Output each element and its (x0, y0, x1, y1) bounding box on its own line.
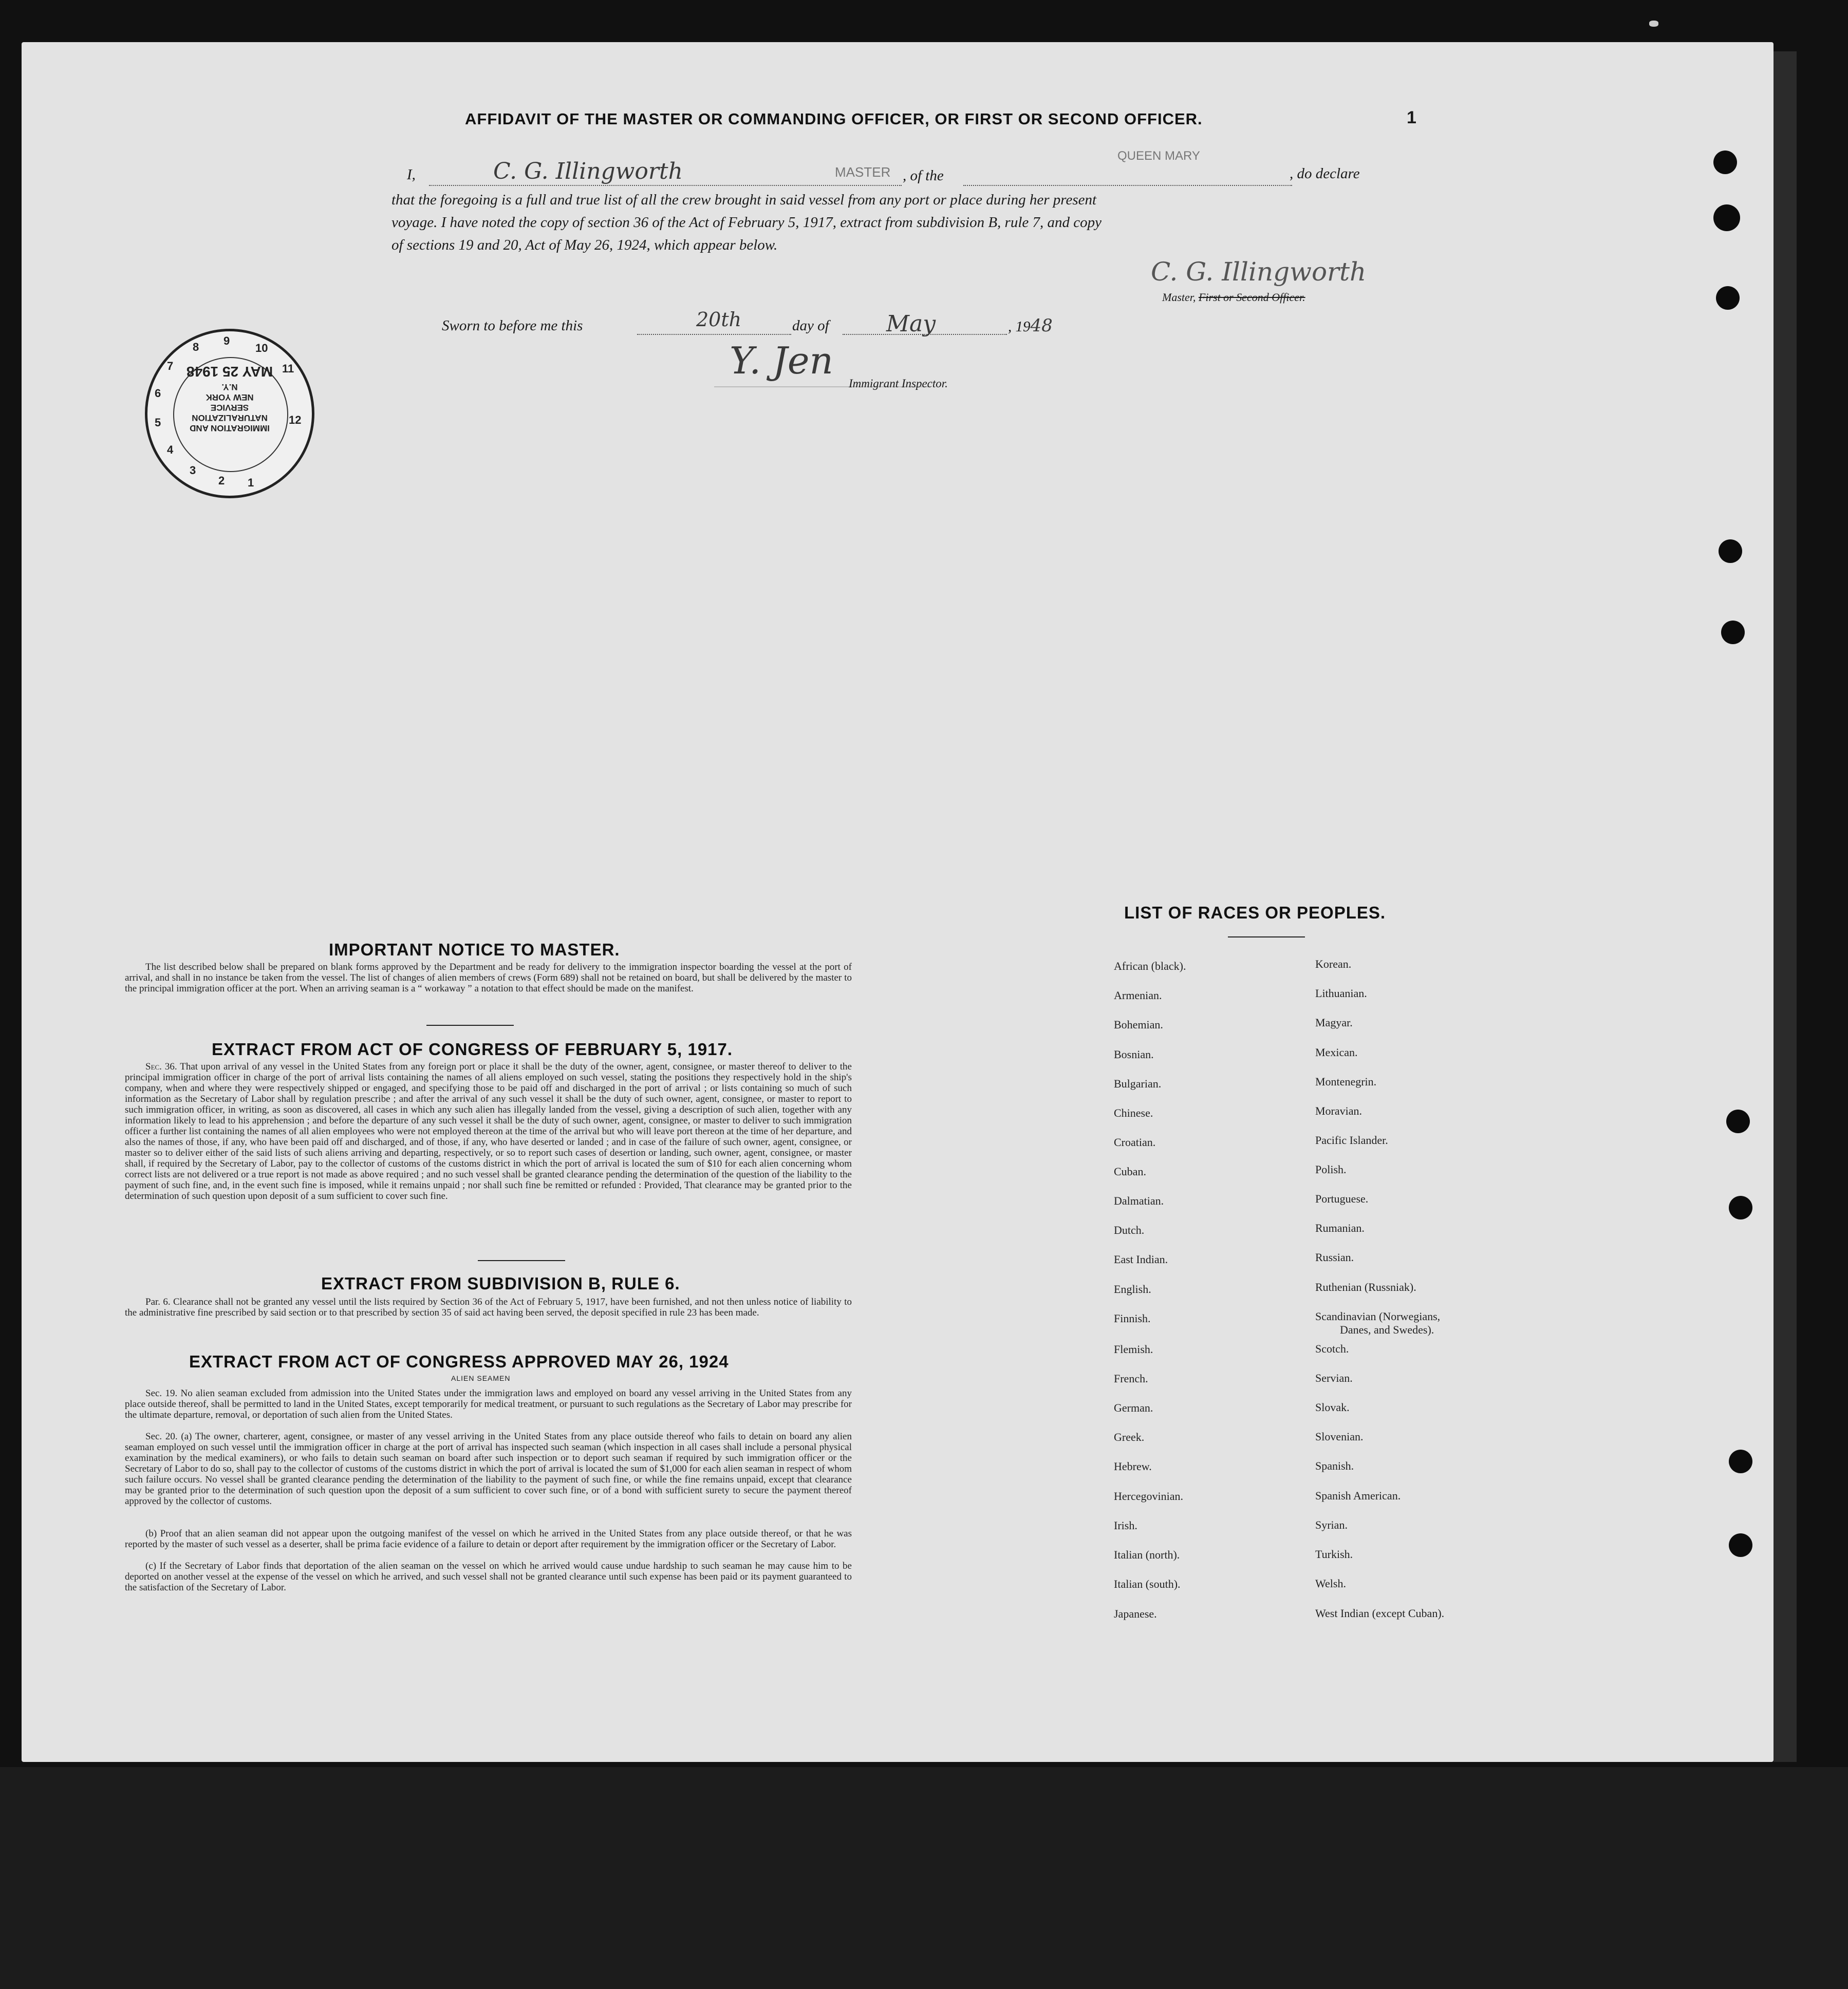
notice-text: The list described below shall be prepared on blank forms approved by the Department and be ready for delivery to the immigration inspector boarding the vessel at the port of arrival, and shall in no instance be taken from the vessel. The list of changes of alien members of crews (Form 689) shall not be retained on board, but shall be delivered by the master to the principal immigration officer at the port. When an arriving seaman is a “ workaway ” a notation to that effect should be made on the manifest. (125, 962, 852, 994)
race-item: Slovenian. (1315, 1430, 1364, 1443)
section-divider (478, 1260, 565, 1261)
page-edge-shadow (1774, 51, 1797, 1762)
affidavit-line1-prefix: I, (407, 166, 416, 183)
affidavit-line4: of sections 19 and 20, Act of May 26, 1924, which appear below. (391, 237, 778, 253)
stamp-ring-number: 12 (289, 414, 302, 426)
immigration-date-stamp (145, 329, 314, 498)
stamp-ring-number: 10 (255, 342, 268, 354)
extract-1924-subtitle: ALIEN SEAMEN (451, 1374, 511, 1382)
signature-caption-prefix: Master, (1162, 291, 1196, 304)
extract-1917-title: EXTRACT FROM ACT OF CONGRESS OF FEBRUARY 5, 1917. (212, 1040, 733, 1059)
affidavit-line2: that the foregoing is a full and true list of all the crew brought in said vessel from any port or place during her present (391, 192, 1097, 208)
race-item: Lithuanian. (1315, 987, 1367, 1000)
of-the-label: , of the (903, 167, 944, 184)
race-item: Bosnian. (1114, 1048, 1154, 1061)
race-item: Hebrew. (1114, 1460, 1152, 1473)
extract-1924-sec19: Sec. 19. No alien seaman excluded from admission into the United States under the immigration laws and employed on board any vessel arriving in the United States from any place outside thereof, shall be permitted to land in the United States, except temporarily for medical treatment, or pursuant to such regulations as the Secretary of Labor may prescribe for the ultimate departure, removal, or deportation of such alien from the United States. (125, 1388, 852, 1420)
master-signature: C. G. Illingworth (1151, 257, 1367, 287)
race-item: Mexican. (1315, 1046, 1358, 1059)
race-item: Cuban. (1114, 1165, 1146, 1178)
sworn-year-suffix: 48 (1030, 315, 1053, 336)
subdivision-title: EXTRACT FROM SUBDIVISION B, RULE 6. (321, 1274, 680, 1293)
vessel-fill-line (963, 185, 1292, 186)
race-item: Spanish American. (1315, 1489, 1401, 1502)
race-item: Portuguese. (1315, 1192, 1369, 1205)
race-item: Syrian. (1315, 1518, 1348, 1531)
sworn-day: 20th (696, 308, 742, 331)
race-item: Irish. (1114, 1519, 1137, 1532)
stamp-ring-number: 8 (193, 341, 199, 353)
race-item: English. (1114, 1283, 1151, 1296)
scan-background (0, 1767, 1848, 1989)
race-item: Scotch. (1315, 1342, 1349, 1355)
punch-hole (1729, 1450, 1752, 1473)
race-item: Welsh. (1315, 1577, 1346, 1590)
race-item: West Indian (except Cuban). (1315, 1607, 1445, 1620)
stamp-line2: NATURALIZATION (192, 413, 268, 423)
race-item: Hercegovinian. (1114, 1490, 1183, 1503)
signature-caption (1162, 291, 1305, 304)
corner-mark: 1 (1407, 108, 1416, 127)
extract-1917-body: That upon arrival of any vessel in the United States from any foreign port or place it shall be the duty of the owner, agent, consignee, or master thereof to deliver to the principal immigration officer in charge of the port of arrival lists containing the names of all aliens employed on such vessel, stating the positions they respectively hold in the ship's company, when and where they were respectively shipped or engaged, and specifying those to be paid off and discharged in the port of arrival ; or lists containing so much of such information as the Secretary of Labor shall by regulation prescribe ; and after the arrival of any such vessel it shall be the duty of such owner, agent, consignee, or master to report to such immigration officer, in writing, as soon as discovered, all cases in which any such alien has illegally landed from the vessel, giving a description of such alien, together with any information likely to lead to his apprehension ; and before the departure of any such vessel it shall be the duty of such owner, agent, consignee, or master to deliver to such immigration officer a further list containing the names of all alien employees who were not employed thereon at the time of the arrival but who will leave port thereon at the time of her departure, and also the names of those, if any, who have been paid off and discharged, and of those, if any, who have deserted or landed ; and in case of the failure of such owner, agent, consignee, or master so to deliver either of the said lists of such aliens arriving and departing, respectively, or so to report such cases of desertion or landing, such owner, agent, consignee, or master shall, if required by the Secretary of Labor, pay to the collector of customs of the customs district in which the port of arrival is located the sum of $10 for each alien concerning whom correct lists are not delivered or a true report is not made as above required ; and no such vessel shall be granted clearance pending the determination of the question of the liability to the payment of such fine, and, in the event such fine is imposed, while it remains unpaid ; nor shall such fine be remitted or refunded : Provided, That clearance may be granted prior to the determination of such question upon deposit of a sum sufficient to cover such fine. (125, 1061, 852, 1202)
race-item: Armenian. (1114, 989, 1162, 1002)
scan-speck (1649, 21, 1658, 27)
race-item: Greek. (1114, 1431, 1145, 1443)
punch-hole (1713, 204, 1740, 231)
affidavit-line3: voyage. I have noted the copy of section 36 of the Act of February 5, 1917, extract from subdivision B, rule 7, and copy (391, 214, 1102, 231)
race-item: Italian (north). (1114, 1548, 1180, 1561)
sworn-year (1008, 315, 1053, 336)
stamp-ring-number: 4 (167, 443, 174, 456)
vessel-name-typed: QUEEN MARY (1117, 149, 1200, 163)
race-item: East Indian. (1114, 1253, 1168, 1266)
affidavit-title: AFFIDAVIT OF THE MASTER OR COMMANDING OFFICER, OR FIRST OR SECOND OFFICER. (465, 110, 1203, 128)
inspector-signature: Y. Jen (730, 339, 833, 382)
races-title: LIST OF RACES OR PEOPLES. (1124, 903, 1386, 922)
inspector-caption: Immigrant Inspector. (849, 377, 948, 390)
race-item: French. (1114, 1372, 1148, 1385)
race-item: Dutch. (1114, 1224, 1145, 1236)
race-item: Slovak. (1315, 1401, 1350, 1414)
sworn-day-fill-line (637, 334, 791, 335)
punch-hole (1713, 151, 1737, 174)
role-typed: MASTER (835, 164, 891, 180)
race-item: Turkish. (1315, 1548, 1353, 1561)
punch-hole (1719, 539, 1742, 563)
extract-1917-text (125, 1061, 852, 1202)
race-item: Dalmatian. (1114, 1194, 1164, 1207)
stamp-ring-number: 5 (155, 416, 161, 429)
race-item: Polish. (1315, 1163, 1347, 1176)
extract-1924-sec20c: (c) If the Secretary of Labor finds that deportation of the alien seaman on the vessel on which he arrived would cause undue hardship to such seaman he may cause him to be deported on another vessel at the expense of the vessel on which he arrived, and such vessel shall not be granted clearance until such expense has been paid or its payment guaranteed to the satisfaction of the Secretary of Labor. (125, 1561, 852, 1593)
race-item: Japanese. (1114, 1607, 1157, 1620)
race-item: Bohemian. (1114, 1018, 1163, 1031)
notice-title: IMPORTANT NOTICE TO MASTER. (329, 940, 620, 959)
race-item: Italian (south). (1114, 1578, 1181, 1590)
punch-hole (1726, 1110, 1750, 1133)
race-item: German. (1114, 1401, 1153, 1414)
race-item: Ruthenian (Russniak). (1315, 1281, 1416, 1293)
stamp-ring-number: 7 (167, 360, 174, 372)
name-fill-line (429, 185, 902, 186)
signature-caption-struck: First or Second Officer. (1198, 291, 1305, 304)
stamp-line4: NEW YORK (206, 392, 254, 402)
race-item: Spanish. (1315, 1459, 1354, 1472)
punch-hole (1729, 1196, 1752, 1219)
race-item: Croatian. (1114, 1136, 1156, 1149)
extract-1917-sec-label: Sec. 36. (145, 1061, 177, 1072)
extract-1924-title: EXTRACT FROM ACT OF CONGRESS APPROVED MAY 26, 1924 (189, 1352, 729, 1371)
race-item: Rumanian. (1315, 1222, 1365, 1234)
race-item: Finnish. (1114, 1312, 1151, 1325)
race-item: Korean. (1315, 958, 1352, 970)
stamp-ring-number: 3 (190, 464, 196, 477)
race-item: Chinese. (1114, 1106, 1153, 1119)
race-item: Servian. (1315, 1372, 1353, 1384)
stamp-line5: N.Y. (221, 382, 238, 392)
stamp-ring-number: 1 (248, 476, 254, 489)
section-divider (426, 1025, 514, 1026)
race-item: African (black). (1114, 960, 1186, 972)
do-declare-label: , do declare (1290, 165, 1360, 182)
sworn-month: May (886, 311, 936, 337)
punch-hole (1721, 621, 1745, 644)
race-item: Bulgarian. (1114, 1077, 1162, 1090)
punch-hole (1729, 1533, 1752, 1557)
extract-1924-sec20b: (b) Proof that an alien seaman did not appear upon the outgoing manifest of the vessel on which he arrived in the United States from any place outside thereof, or that he was reported by the master of such vessel as a deserter, shall be prima facie evidence of a failure to detain or deport after requirement by the immigration officer or the Secretary of Labor. (125, 1528, 852, 1550)
subdivision-text: Par. 6. Clearance shall not be granted any vessel until the lists required by Section 36 of the Act of February 5, 1917, have been furnished, and not then unless notice of liability to the administrative fine prescribed by said section or to that prescribed by section 35 of said act having been served, the deposit specified in rule 23 has been made. (125, 1297, 852, 1318)
extract-1924-sec20a: Sec. 20. (a) The owner, charterer, agent, consignee, or master of any vessel arriving in the United States from any place outside thereof who fails to detain on board any alien seaman employed on such vessel until the immigration officer in charge at the port of arrival has inspected such seaman (which inspection in all cases shall include a personal physical examination by the medical examiners), or who fails to detain such seaman on board after such inspection or to deport such seaman if required by such immigration officer or the Secretary of Labor to do so, shall pay to the collector of customs of the customs district in which the port of arrival is located the sum of $1,000 for each alien seaman in respect of whom such failure occurs. No vessel shall be granted clearance pending the determination of the liability to the payment of such fine, or while the fine remains unpaid, except that clearance may be granted prior to the determination of such question upon the deposit of a sum sufficient to cover such fine, or of a bond with sufficient surety to secure the payment thereof approved by the collector of customs. (125, 1431, 852, 1507)
race-item: Flemish. (1114, 1343, 1153, 1356)
race-item: Scandinavian (Norwegians, (1315, 1310, 1441, 1323)
race-item: Moravian. (1315, 1104, 1362, 1117)
punch-hole (1716, 286, 1740, 310)
race-item: Danes, and Swedes). (1340, 1323, 1434, 1336)
race-item: Pacific Islander. (1315, 1134, 1388, 1147)
stamp-line3: SERVICE (210, 403, 249, 412)
sworn-prefix: Sworn to before me this (442, 317, 583, 334)
master-name-handwritten: C. G. Illingworth (493, 158, 683, 184)
day-of-label: day of (792, 317, 829, 334)
race-item: Montenegrin. (1315, 1075, 1377, 1088)
stamp-date: MAY 25 1948 (186, 364, 273, 380)
sworn-year-prefix: , 19 (1008, 318, 1031, 335)
stamp-ring-number: 11 (282, 362, 294, 375)
stamp-ring-number: 2 (218, 474, 225, 487)
stamp-ring-number: 9 (223, 334, 230, 347)
stamp-line1: IMMIGRATION AND (190, 423, 270, 433)
race-item: Russian. (1315, 1251, 1354, 1264)
races-title-rule (1228, 936, 1305, 937)
race-item: Magyar. (1315, 1016, 1353, 1029)
stamp-ring-number: 6 (155, 387, 161, 400)
